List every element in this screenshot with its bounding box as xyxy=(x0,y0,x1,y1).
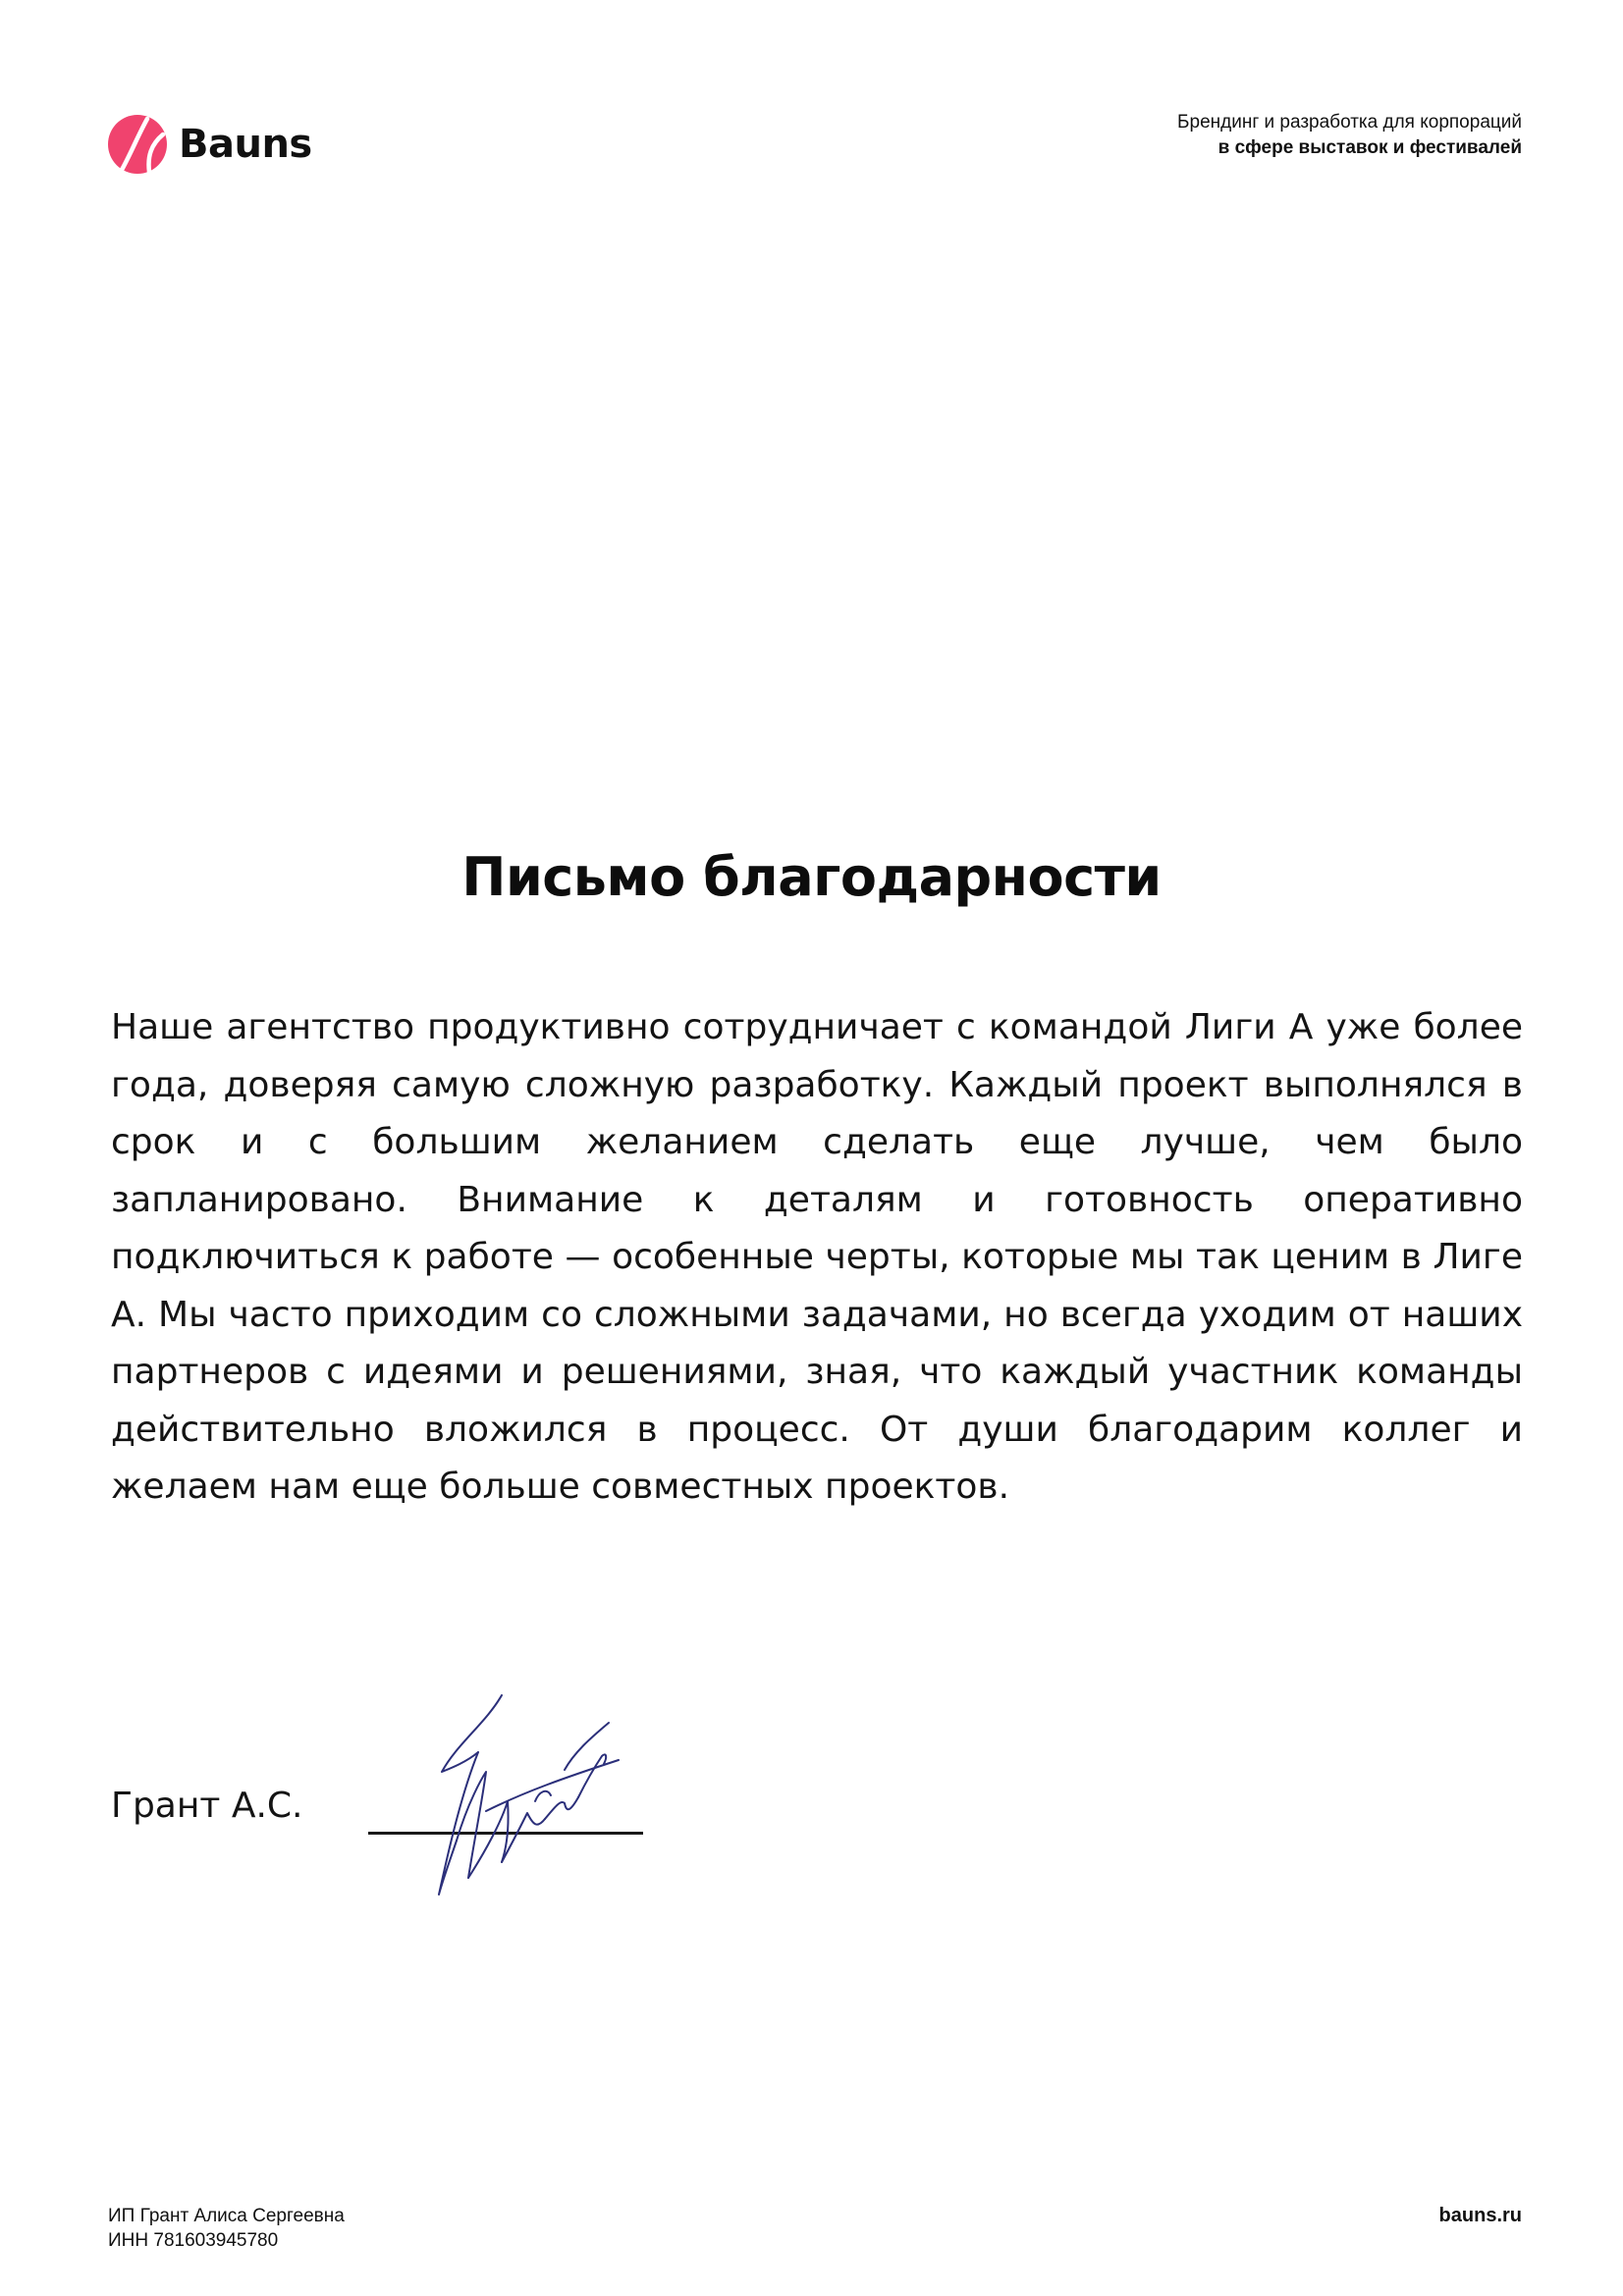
tagline-line-2: в сфере выставок и фестивалей xyxy=(1217,137,1522,158)
tagline-line-1: Брендинг и разработка для корпораций xyxy=(1177,112,1522,133)
footer-inn: ИНН 781603945780 xyxy=(108,2230,279,2251)
brand-name: Bauns xyxy=(179,122,312,167)
letter-body: Наше агентство продуктивно сотрудничает с командой Лиги А уже более года, доверяя самую сложную разработку. Каждый проект выполнялся в срок и с большим желанием сделать еще лучше, чем было запланировано. Внимание к деталям и готовность оперативно подключиться к работе — особенные черты, которые мы так ценим в Лиге А. Мы часто приходим со сложными задачами, но всегда уходим от наших партнеров с идеями и решениями, зная, что каждый участник команды действительно вложился в процесс. От души благодарим коллег и желаем нам еще больше совместных проектов. xyxy=(111,1007,1523,1507)
bauns-logo-icon xyxy=(108,115,167,174)
letter-title: Письмо благодарности xyxy=(461,846,1162,908)
signer-name: Грант А.С. xyxy=(111,1786,303,1826)
footer-entity-name: ИП Грант Алиса Сергеевна xyxy=(108,2206,345,2226)
header-tagline xyxy=(1177,110,1522,161)
handwritten-signature xyxy=(417,1683,628,1909)
footer-company-info xyxy=(108,2204,345,2253)
footer-website-link[interactable]: bauns.ru xyxy=(1438,2205,1522,2226)
brand-logo xyxy=(108,115,312,174)
